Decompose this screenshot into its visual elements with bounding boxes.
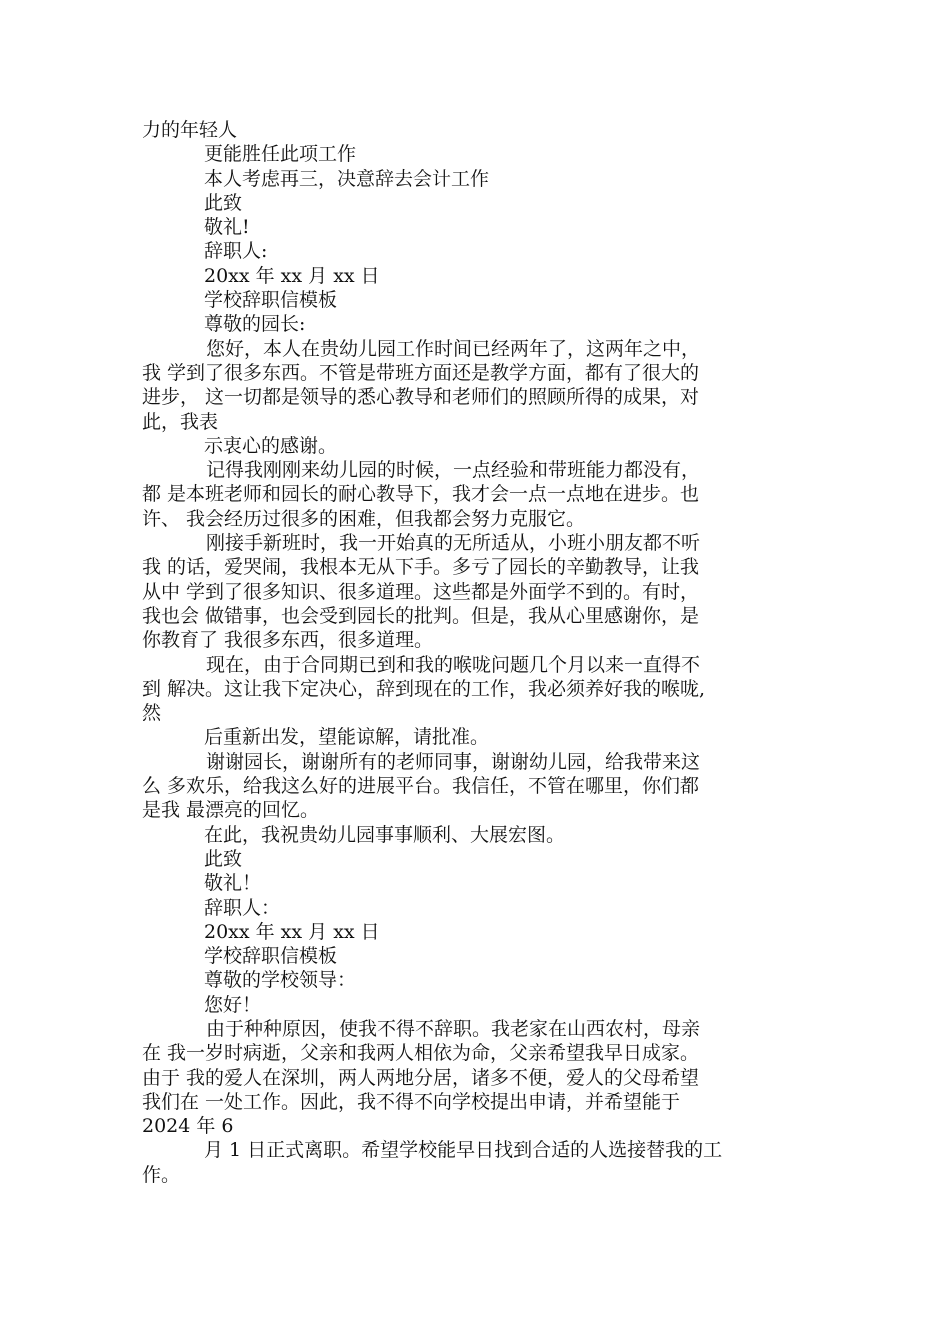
text-line: 我 学到了很多东西。不管是带班方面还是教学方面，都有了很大的 [142, 361, 700, 384]
text-line: 更能胜任此项工作 [204, 143, 357, 166]
text-line: 我们在 一处工作。因此，我不得不向学校提出申请，并希望能于 [142, 1090, 681, 1113]
text-line: 力的年轻人 [142, 119, 238, 141]
text-line: 2024 年 6 [142, 1115, 234, 1138]
text-line: 月 1 日正式离职。希望学校能早日找到合适的人选接替我的工 [204, 1139, 723, 1162]
text-line: 是我 最漂亮的回忆。 [142, 799, 320, 822]
text-line: 在 我一岁时病逝，父亲和我两人相依为命，父亲希望我早日成家。 [142, 1042, 700, 1065]
text-line: 敬礼! [204, 216, 250, 239]
text-line: 许、 我会经历过很多的困难，但我都会努力克服它。 [142, 507, 586, 530]
text-line: 敬礼！ [204, 872, 262, 895]
text-line: 都 是本班老师和园长的耐心教导下，我才会一点一点地在进步。也 [142, 483, 700, 506]
text-line: 示衷心的感谢。 [204, 434, 338, 457]
text-line: 到 解决。这让我下定决心，辞到现在的工作，我必须养好我的喉咙, [142, 677, 706, 700]
text-line: 本人考虑再三，决意辞去会计工作 [204, 167, 490, 190]
text-line: 从中 学到了很多知识、很多道理。这些都是外面学不到的。有时， [142, 580, 700, 603]
text-line: 作。 [142, 1163, 181, 1186]
text-line: 我 的话，爱哭闹，我根本无从下手。多亏了园长的辛勤教导，让我 [142, 556, 700, 579]
text-line: 进步， 这一切都是领导的悉心教导和老师们的照顾所得的成果，对 [142, 386, 700, 409]
text-line: 你教育了 我很多东西，很多道理。 [142, 629, 434, 652]
text-line: 在此，我祝贵幼儿园事事顺利、大展宏图。 [204, 823, 566, 846]
text-line: 由于种种原因，使我不得不辞职。我老家在山西农村，母亲 [206, 1017, 701, 1040]
text-line: 由于 我的爱人在深圳，两人两地分居，诸多不便，爱人的父母希望 [142, 1066, 700, 1089]
text-line: 现在，由于合同期已到和我的喉咙问题几个月以来一直得不 [206, 653, 701, 676]
text-line: 么 多欢乐，给我这么好的进展平台。我信任，不管在哪里，你们都 [142, 775, 700, 798]
text-line: 您好，本人在贵幼儿园工作时间已经两年了，这两年之中， [206, 337, 701, 360]
text-line: 刚接手新班时，我一开始真的无所适从，小班小朋友都不听 [206, 532, 701, 555]
text-line: 学校辞职信模板 [204, 945, 338, 968]
text-line: 然 [142, 702, 162, 725]
document-page [142, 118, 810, 1187]
text-line: 您好！ [204, 993, 262, 1016]
text-line: 辞职人: [204, 240, 268, 263]
text-line: 记得我刚刚来幼儿园的时候，一点经验和带班能力都没有， [206, 459, 701, 482]
text-line: 20xx 年 xx 月 xx 日 [204, 264, 380, 287]
text-line: 我也会 做错事，也会受到园长的批判。但是，我从心里感谢你，是 [142, 604, 700, 627]
text-line: 后重新出发，望能谅解，请批准。 [204, 726, 490, 749]
text-line: 谢谢园长，谢谢所有的老师同事，谢谢幼儿园，给我带来这 [206, 750, 701, 773]
text-line: 此，我表 [142, 410, 219, 433]
text-line: 辞职人： [204, 896, 281, 919]
text-line: 学校辞职信模板 [204, 289, 338, 312]
text-line: 此致 [204, 191, 243, 214]
text-line: 此致 [204, 847, 243, 870]
text-line: 20xx 年 xx 月 xx 日 [204, 920, 380, 943]
text-line: 尊敬的学校领导： [204, 969, 357, 992]
text-line: 尊敬的园长: [204, 313, 306, 336]
